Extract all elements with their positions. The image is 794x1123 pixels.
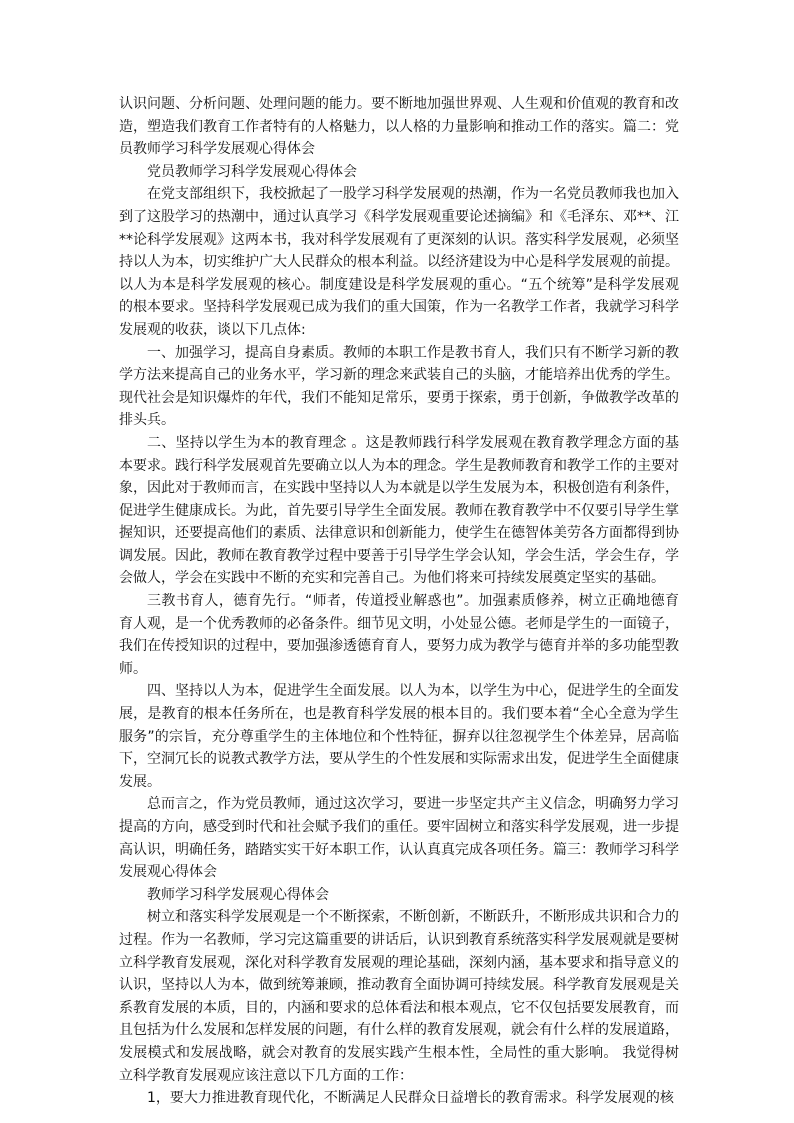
document-page [119, 93, 679, 1110]
paragraph: 二、坚持以学生为本的教育理念 。这是教师践行科学发展观在教育教学理念方面的基本要求。践行科学发展观首先要确立以人为本的理念。学生是教师教育和教学工作的主要对象，因此对于教师而言，在实践中坚持以人为本就是以学生发展为本，积极创造有利条件，促进学生健康成长。为此，首先要引导学生全面发展。教师在教育教学中不仅要引导学生掌握知识，还要提高他们的素质、法律意识和创新能力，使学生在德智体美劳各方面都得到协调发展。因此，教师在教育教学过程中要善于引导学生学会认知，学会生活，学会生存，学会做人，学会在实践中不断的充实和完善自己。为他们将来可持续发展奠定坚实的基础。 [119, 434, 679, 587]
paragraph: 总而言之，作为党员教师，通过这次学习，要进一步坚定共产主义信念，明确努力学习提高的方向，感受到时代和社会赋予我们的重任。要牢固树立和落实科学发展观，进一步提高认识，明确任务，踏踏实实干好本职工作，认认真真完成各项任务。篇三：教师学习科学发展观心得体会 [119, 796, 679, 881]
section-title: 教师学习科学发展观心得体会 [147, 886, 329, 903]
paragraph: 1，要大力推进教育现代化，不断满足人民群众日益增长的教育需求。科学发展观的核 [147, 1090, 674, 1107]
paragraph: 四、坚持以人为本，促进学生全面发展。以人为本，以学生为中心，促进学生的全面发展，是教育的根本任务所在，也是教育科学发展的根本目的。我们要本着“全心全意为学生服务”的宗旨，充分尊重学生的主体地位和个性特征，摒弃以往忽视学生个体差异，居高临下，空洞冗长的说教式教学方法，要从学生的个性发展和实际需求出发，促进学生全面健康发展。 [119, 683, 679, 790]
paragraph: 在党支部组织下，我校掀起了一股学习科学发展观的热潮，作为一名党员教师我也加入到了这股学习的热潮中，通过认真学习《科学发展观重要论述摘编》和《毛泽东、邓**、江**论科学发展观》这两本书，我对科学发展观有了更深刻的认识。落实科学发展观，必须坚持以人为本，切实维护广大人民群众的根本利益。以经济建设为中心是科学发展观的前提。以人为本是科学发展观的核心。制度建设是科学发展观的重心。“五个统筹”是科学发展观的根本要求。坚持科学发展观已成为我们的重大国策，作为一名教学工作者，我就学习科学发展观的收获，谈以下几点体: [119, 186, 679, 338]
paragraph: 认识问题、分析问题、处理问题的能力。要不断地加强世界观、人生观和价值观的教育和改造，塑造我们教育工作者特有的人格魅力，以人格的力量影响和推动工作的落实。篇二：党员教师学习科学发展观心得体会 [119, 96, 679, 158]
section-title: 党员教师学习科学发展观心得体会 [147, 163, 357, 180]
paragraph: 一、加强学习，提高自身素质。教师的本职工作是教书育人，我们只有不断学习新的教学方法来提高自己的业务水平，学习新的理念来武装自己的头脑，才能培养出优秀的学生。现代社会是知识爆炸的年代，我们不能知足常乐，要勇于探索，勇于创新，争做教学改革的排头兵。 [119, 344, 679, 429]
paragraph: 三教书育人，德育先行。“师者，传道授业解惑也”。加强素质修养，树立正确地德育育人观，是一个优秀教师的必备条件。细节见文明，小处显公德。老师是学生的一面镜子，我们在传授知识的过程中，要加强渗透德育育人，要努力成为教学与德育并举的多功能型教师。 [119, 593, 679, 677]
paragraph: 树立和落实科学发展观是一个不断探索，不断创新，不断跃升，不断形成共识和合力的过程。作为一名教师，学习完这篇重要的讲话后，认识到教育系统落实科学发展观就是要树立科学教育发展观，深化对科学教育发展观的理论基础，深刻内涵，基本要求和指导意义的认识，坚持以人为本，做到统筹兼顾，推动教育全面协调可持续发展。科学教育发展观是关系教育发展的本质，目的，内涵和要求的总体看法和根本观点，它不仅包括要发展教育，而且包括为什么发展和怎样发展的问题，有什么样的教育发展观，就会有什么样的发展道路，发展模式和发展战略，就会对教育的发展实践产生根本性，全局性的重大影响。 我觉得树立科学教育发展观应该注意以下几方面的工作： [119, 909, 679, 1084]
